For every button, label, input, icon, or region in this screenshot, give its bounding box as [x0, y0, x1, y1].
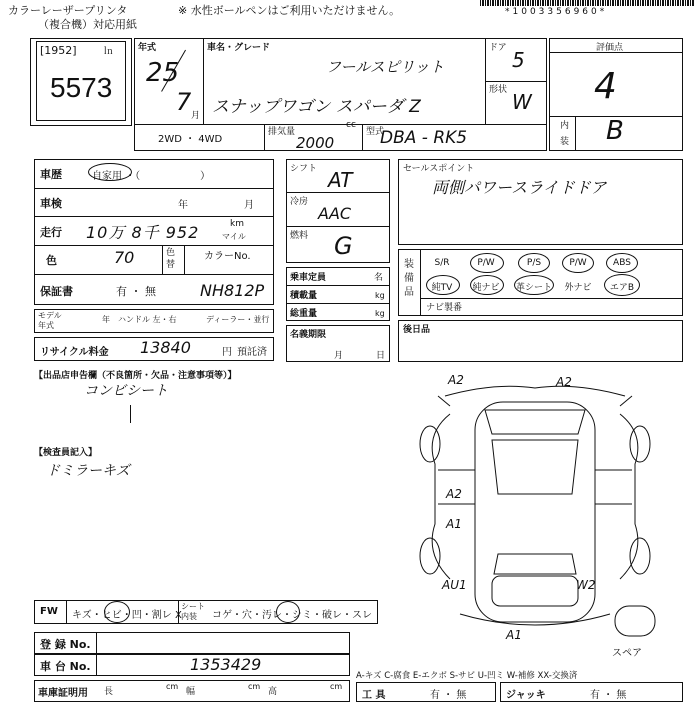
equipment-item-ps: P/S: [526, 258, 542, 268]
inspection-month-unit: 月: [244, 200, 254, 211]
fuel-value: G: [334, 232, 353, 260]
seat-label: シート内装: [181, 602, 205, 621]
damage-mark-3: A2: [446, 487, 462, 501]
damage-legend: A-キズ C-腐食 E-エクボ S-サビ U-凹ミ W-補修 XX-交換済: [356, 671, 578, 681]
lot-number: 5573: [50, 72, 113, 103]
barcode-number: *1003356960*: [505, 7, 608, 17]
right-rear-wheel: [630, 538, 650, 574]
total-weight-unit: kg: [375, 309, 385, 318]
tools-label: 工 具: [362, 690, 386, 701]
damage-mark-7: A1: [506, 628, 522, 642]
year-value: 25: [146, 58, 180, 88]
damage-mark-6: W2: [576, 578, 596, 592]
registration-no-label: 登 録 No.: [40, 638, 91, 651]
certificate-cm-2: cm: [248, 682, 261, 691]
equipment-circle-nav: [470, 275, 504, 295]
left-rear-wheel: [420, 538, 440, 574]
fuel-label: 燃料: [290, 231, 309, 241]
mileage-label: 走行: [40, 226, 62, 239]
registration-expiry-month: 月: [334, 351, 344, 361]
roof: [492, 440, 578, 494]
capacity-unit: 名: [374, 273, 384, 283]
mileage-unit-mile: マイル: [222, 232, 246, 241]
registration-expiry-label: 名義期限: [290, 330, 327, 340]
shape-label: 形状: [489, 85, 508, 95]
jack-label: ジャッキ: [506, 690, 546, 701]
right-front-wheel: [630, 426, 650, 462]
pen-notice: ※ 水性ボールペンはご利用いただけません。: [178, 4, 401, 17]
equipment-frame-abs: [606, 253, 638, 273]
year-label: 年式: [138, 43, 157, 53]
right-doors: [620, 414, 638, 579]
displacement-value: 2000: [296, 134, 335, 152]
spare-label: スペア: [612, 648, 642, 659]
recycle-label: リサイクル料金: [40, 347, 109, 358]
equipment-frame-ps: [518, 253, 550, 273]
spare-tire: [615, 606, 655, 636]
color-code-label: カラーNo.: [204, 251, 251, 262]
inspection-year-unit: 年: [178, 200, 188, 211]
handle-options: ハンドル 左・右: [118, 315, 177, 324]
door-value: 5: [512, 48, 525, 72]
interior-value: B: [606, 116, 624, 146]
capacity-label: 乗車定員: [290, 273, 327, 283]
sales-point-value: 両側パワースライドドア: [432, 178, 607, 197]
color-code-value: NH812P: [200, 281, 265, 300]
equipment-item-pw2: P/W: [569, 258, 587, 268]
damage-mark-5: AU1: [442, 578, 467, 592]
color-label: 色: [46, 254, 57, 267]
load-label: 積載量: [290, 291, 318, 301]
equipment-item-sr: S/R: [434, 258, 450, 268]
chassis-no-label: 車 台 No.: [40, 660, 91, 673]
damage-mark-4: A1: [446, 517, 462, 531]
fw-label: FW: [40, 606, 58, 617]
month-suffix: 月: [191, 111, 201, 121]
shift-value: AT: [328, 168, 353, 192]
month-value: 7: [176, 88, 192, 116]
fw-circle: [104, 601, 130, 623]
equipment-item-tv: 純TV: [431, 283, 453, 293]
aircon-value: AAC: [318, 204, 352, 223]
fw-options: キズ・ヒビ・凹・割レ X: [72, 610, 182, 621]
interior-label-1: 内: [560, 121, 570, 131]
inspection-label: 車検: [40, 197, 62, 210]
tools-options: 有 ・ 無: [430, 690, 467, 701]
damage-mark-2: A2: [556, 375, 572, 389]
rear-window: [494, 554, 576, 574]
equipment-label: 装備品: [404, 259, 414, 298]
certificate-cm-3: cm: [330, 682, 343, 691]
history-circle: [88, 163, 132, 181]
car-grade-value: スナップワゴン スパーダ Z: [212, 97, 421, 117]
printer-note: カラーレーザープリンタ: [8, 4, 128, 17]
tailgate: [492, 576, 578, 606]
history-label: 車歴: [40, 168, 62, 181]
equipment-item-ext-nav: 外ナビ: [564, 283, 592, 293]
rear-bumper-shape: [460, 614, 610, 625]
inspector-notes-label: 【検査員記入】: [34, 448, 98, 458]
left-front-wheel: [420, 426, 440, 462]
shift-label: シフト: [290, 164, 318, 174]
nav-serial-label: ナビ製番: [426, 303, 463, 313]
color-change-label: 色替: [166, 248, 176, 270]
delivery-block: [398, 320, 683, 362]
equipment-item-leather: 革シート: [515, 283, 552, 293]
seat-options: コゲ・穴・汚レ・シミ・破レ・スレ: [212, 610, 372, 621]
car-name-value: フールスピリット: [326, 58, 445, 76]
equipment-item-abs: ABS: [613, 258, 631, 268]
front-bumper-shape: [445, 386, 625, 396]
inspector-notes-value: ドミラーキズ: [46, 463, 130, 479]
certificate-label: 車庫証明用: [38, 688, 88, 699]
equipment-item-nav: 純ナビ: [472, 283, 500, 293]
warranty-options: 有 ・ 無: [116, 285, 156, 298]
recycle-value: 13840: [140, 338, 191, 357]
mileage-unit-km: km: [230, 219, 244, 229]
model-year-label-2: 年式: [38, 321, 54, 330]
sales-point-label: セールスポイント: [403, 164, 475, 174]
model-year-unit: 年: [102, 315, 110, 324]
load-unit: kg: [375, 291, 385, 300]
shape-value: W: [512, 90, 532, 114]
barcode: [480, 0, 695, 6]
delivery-label: 後日品: [403, 325, 431, 335]
damage-mark-1: A2: [448, 373, 464, 387]
windshield: [485, 410, 585, 434]
score-value: 4: [594, 66, 617, 107]
door-label: ドア: [489, 43, 507, 53]
equipment-circle-pw: [470, 253, 504, 273]
certificate-width: 幅: [186, 687, 196, 697]
displacement-unit: cc: [346, 120, 356, 130]
interior-label-2: 装: [560, 137, 570, 147]
note-stroke: [130, 405, 139, 423]
jack-options: 有 ・ 無: [590, 690, 627, 701]
equipment-frame-pw2: [562, 253, 594, 273]
displacement-label: 排気量: [268, 127, 296, 137]
exhibitor-notes-label: 【出品店申告欄（不良箇所・欠品・注意事項等）】: [34, 371, 237, 381]
lot-small-number: [1952]: [40, 44, 77, 57]
seat-circle: [276, 601, 300, 623]
model-label: 型式: [366, 127, 385, 137]
recycle-unit: 円: [222, 347, 232, 358]
printer-note-2: （複合機）対応用紙: [38, 18, 137, 31]
model-value: DBA - RK5: [380, 128, 468, 148]
equipment-circle-airbag: [604, 274, 640, 296]
total-weight-label: 総重量: [290, 309, 318, 319]
history-options: 自家用 ・（ ）: [92, 171, 211, 182]
exhibitor-notes-value: コンビシート: [84, 383, 168, 399]
mileage-value: 10万 8千 952: [86, 223, 200, 242]
equipment-circle-tv: [426, 275, 460, 295]
score-label: 評価点: [596, 43, 624, 53]
equipment-item-pw: P/W: [477, 258, 495, 268]
chassis-no-value: 1353429: [190, 655, 262, 674]
registration-expiry-day: 日: [376, 351, 386, 361]
recycle-status: 預託済: [237, 347, 267, 358]
model-year-label-1: モデル: [38, 311, 62, 320]
aircon-label: 冷房: [290, 197, 309, 207]
certificate-height: 高: [268, 687, 278, 697]
lot-small-mark: ㏑: [104, 47, 114, 57]
warranty-label: 保証書: [40, 285, 73, 298]
certificate-length: 長: [104, 687, 114, 697]
car-damage-diagram: [400, 374, 690, 644]
name-grade-label: 車名・グレード: [207, 43, 271, 53]
certificate-cm-1: cm: [166, 682, 179, 691]
equipment-circle-leather: [514, 275, 554, 295]
drive-label: 2WD ・ 4WD: [158, 134, 223, 145]
color-value: 70: [114, 248, 135, 267]
equipment-item-airbag: エアB: [609, 283, 635, 293]
dealer-options: ディーラー・並行: [206, 315, 270, 324]
